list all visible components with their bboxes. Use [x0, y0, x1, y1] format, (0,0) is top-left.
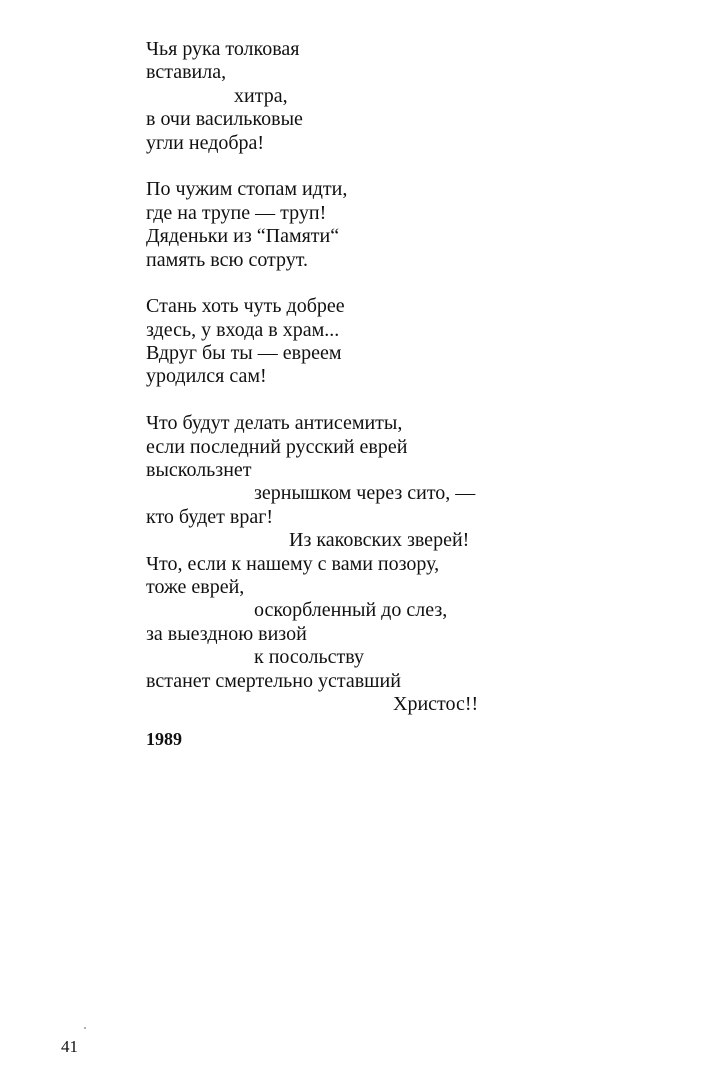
page-number: 41	[61, 1037, 78, 1056]
poem-line: выскользнет	[146, 459, 252, 482]
poem-line: уродился сам!	[146, 365, 267, 388]
poem-line: здесь, у входа в храм...	[146, 318, 340, 341]
poem-line: По чужим стопам идти,	[146, 178, 348, 201]
stanza	[146, 178, 526, 272]
poem-line: хитра,	[234, 84, 288, 107]
poem-line: где на трупе — труп!	[146, 201, 327, 224]
poem-line: Что будут делать антисемиты,	[146, 412, 403, 435]
poem	[146, 38, 526, 716]
poem-line: зернышком через сито, —	[254, 482, 476, 505]
poem-line: кто будет враг!	[146, 505, 274, 528]
stanza-break	[146, 272, 526, 295]
poem-line: если последний русский еврей	[146, 435, 408, 458]
stanza-break	[146, 389, 526, 412]
poem-line: Вдруг бы ты — евреем	[146, 342, 342, 365]
poem-line: Христос!!	[393, 692, 479, 715]
poem-line: Чья рука толковая	[146, 38, 300, 60]
poem-line: встанет смертельно уставший	[146, 669, 401, 692]
poem-line: оскорбленный до слез,	[254, 599, 448, 622]
poem-line: память всю сотрут.	[146, 248, 309, 271]
poem-line: тоже еврей,	[146, 575, 245, 598]
stanza	[146, 295, 526, 389]
poem-line: Из каковских зверей!	[289, 529, 470, 552]
stanza	[146, 412, 526, 716]
stanza	[146, 38, 526, 155]
poem-line: Что, если к нашему с вами позору,	[146, 552, 440, 575]
poem-line: за выездною визой	[146, 622, 307, 645]
poem-line: Стань хоть чуть добрее	[146, 295, 345, 318]
poem-line: в очи васильковые	[146, 108, 303, 131]
poem-line: Дяденьки из “Памяти“	[146, 225, 340, 248]
poem-date: 1989	[146, 729, 182, 749]
stanza-break	[146, 155, 526, 178]
poem-line: вставила,	[146, 61, 227, 84]
poem-line: угли недобра!	[146, 131, 265, 154]
poem-line: к посольству	[254, 646, 365, 669]
print-speck	[84, 1027, 86, 1029]
